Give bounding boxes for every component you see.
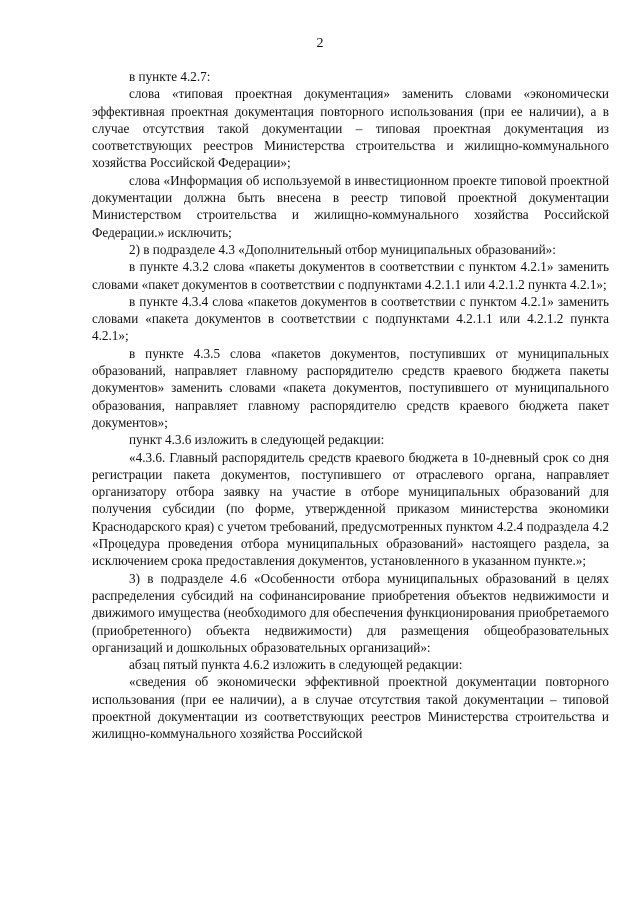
paragraph-clause-4-3-2: в пункте 4.3.2 слова «пакеты документов в соответствии с пунктом 4.2.1» заменить словами «пакет документов в соответствии с подпунктами 4.2.1.1 или 4.2.1.2 пункта 4.2.1»; bbox=[92, 259, 609, 292]
paragraph-clause-4-3-6-intro: пункт 4.3.6 изложить в следующей редакции: bbox=[129, 432, 385, 448]
paragraph-clause-4-3-6-text: «4.3.6. Главный распорядитель средств краевого бюджета в 10-дневный срок со дня регистрации пакета документов, поступившего от отраслевого органа, направляет организатору отбора заявку на участие в отборе муниципальных образований для получения субсидии (по форме, утвержденной приказом министерства экономики Краснодарского края) с учетом требований, предусмотренных пунктом 4.2.4 подраздела 4.2 «Процедура проведения отбора муниципальных образований» настоящего раздела, за исключением срока предоставления документов, установленного в указанном пункте.»; bbox=[92, 449, 609, 569]
paragraph-subsection-4-3: 2) в подразделе 4.3 «Дополнительный отбор муниципальных образований»: bbox=[129, 241, 556, 257]
document-body bbox=[92, 68, 609, 743]
paragraph-replace-typical-docs: слова «типовая проектная документация» заменить словами «экономически эффективная проектная документация повторного использования (при ее наличии), а в случае отсутствия такой документации – типовая проектная документация из соответствующих реестров Министерства строительства и жилищно-коммунального хозяйства Российской Федерации»; bbox=[92, 86, 609, 171]
paragraph-delete-info-sentence: слова «Информация об используемой в инвестиционном проекте типовой проектной документации должна быть внесена в реестр типовой проектной документации Министерством строительства и жилищно-коммунального хозяйства Российской Федерации.» исключить; bbox=[92, 172, 609, 240]
paragraph-clause-4-6-2-intro: абзац пятый пункта 4.6.2 изложить в следующей редакции: bbox=[129, 657, 463, 673]
paragraph-clause-4-2-7: в пункте 4.2.7: bbox=[129, 69, 211, 84]
page-number: 2 bbox=[316, 36, 324, 51]
paragraph-clause-4-3-4: в пункте 4.3.4 слова «пакетов документов в соответствии с пунктом 4.2.1» заменить словами «пакета документов в соответствии с подпунктами 4.2.1.1 или 4.2.1.2 пункта 4.2.1»; bbox=[92, 293, 609, 344]
paragraph-subsection-4-6: 3) в подразделе 4.6 «Особенности отбора муниципальных образований в целях распределения субсидий на софинансирование приобретения объектов недвижимости и движимого имущества (необходимого для обеспечения функционирования приобретаемого (приобретенного) объекта недвижимости) для размещения общеобразовательных организаций и дошкольных образовательных организаций»: bbox=[92, 570, 609, 655]
paragraph-clause-4-6-2-text: «сведения об экономически эффективной проектной документации повторного использования (при ее наличии), а в случае отсутствия такой документации – типовой проектной документации из соответствующих реестров Министерства строительства и жилищно-коммунального хозяйства Российской bbox=[92, 674, 609, 742]
paragraph-clause-4-3-5: в пункте 4.3.5 слова «пакетов документов, поступивших от муниципальных образований, направляет главному распорядителю средств краевого бюджета пакеты документов» заменить словами «пакета документов, поступившего от муниципального образования, направляет главному распорядителю средств краевого бюджета пакет документов»; bbox=[92, 345, 609, 430]
